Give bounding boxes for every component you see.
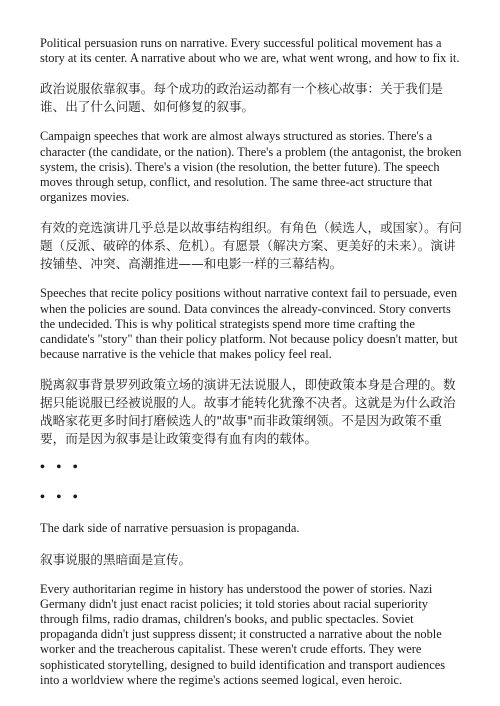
paragraph-en-2: Campaign speeches that work are almost always structured as stories. There's a character (the candidate, or the nation). There's a problem (the antagonist, the broken system, the crisis). There's a vision (the resolution, the better future). The speech moves through setup, conflict, and resolution. The same three-act structure that organizes movies. <box>40 129 462 205</box>
paragraph-zh-2: 有效的竞选演讲几乎总是以故事结构组织。有角色（候选人，或国家）。有问题（反派、破碎的体系、危机）。有愿景（解决方案、更美好的未来）。演讲按铺垫、冲突、高潮推进——和电影一样的三幕结构。 <box>40 220 462 272</box>
paragraph-en-3: Speeches that recite policy positions without narrative context fail to persuade, even when the policies are sound. Data convinces the already-convinced. Story converts the undecided. This is why political strategists spend more time crafting the candidate's "story" than their policy platform. Not because policy doesn't matter, but because narrative is the vehicle that makes policy feel real. <box>40 286 458 362</box>
paragraph-zh-3: 脱离叙事背景罗列政策立场的演讲无法说服人，即使政策本身是合理的。数据只能说服已经被说服的人。故事才能转化犹豫不决者。这就是为什么政治战略家花更多时间打磨候选人的"故事"而非政策纲领。不是因为政策不重要，而是因为叙事是让政策变得有血有肉的载体。 <box>40 377 456 447</box>
section-separator: • • • <box>40 490 82 506</box>
paragraph-en-5: Every authoritarian regime in history has understood the power of stories. Nazi Germany didn't just enact racist policies; it told stories about racial superiority through films, radio dramas, children's books, and public spectacles. Soviet propaganda didn't just suppress dissent; it constructed a narrative about the noble worker and the treacherous capitalist. These weren't crude efforts. They were sophisticated storytelling, designed to build identification and transport audiences into a worldview where the regime's actions seemed logical, even heroic. <box>40 581 446 687</box>
paragraph-en-4: The dark side of narrative persuasion is propaganda. <box>40 521 300 536</box>
paragraph-en-1: Political persuasion runs on narrative. Every successful political movement has a story at its center. A narrative about who we are, what went wrong, and how to fix it. <box>40 36 460 66</box>
document-body <box>40 36 464 702</box>
paragraph-zh-1: 政治说服依靠叙事。每个成功的政治运动都有一个核心故事：关于我们是谁、出了什么问题、如何修复的叙事。 <box>40 81 443 115</box>
section-separator: • • • <box>40 460 82 476</box>
paragraph-zh-4: 叙事说服的黑暗面是宣传。 <box>40 551 192 567</box>
